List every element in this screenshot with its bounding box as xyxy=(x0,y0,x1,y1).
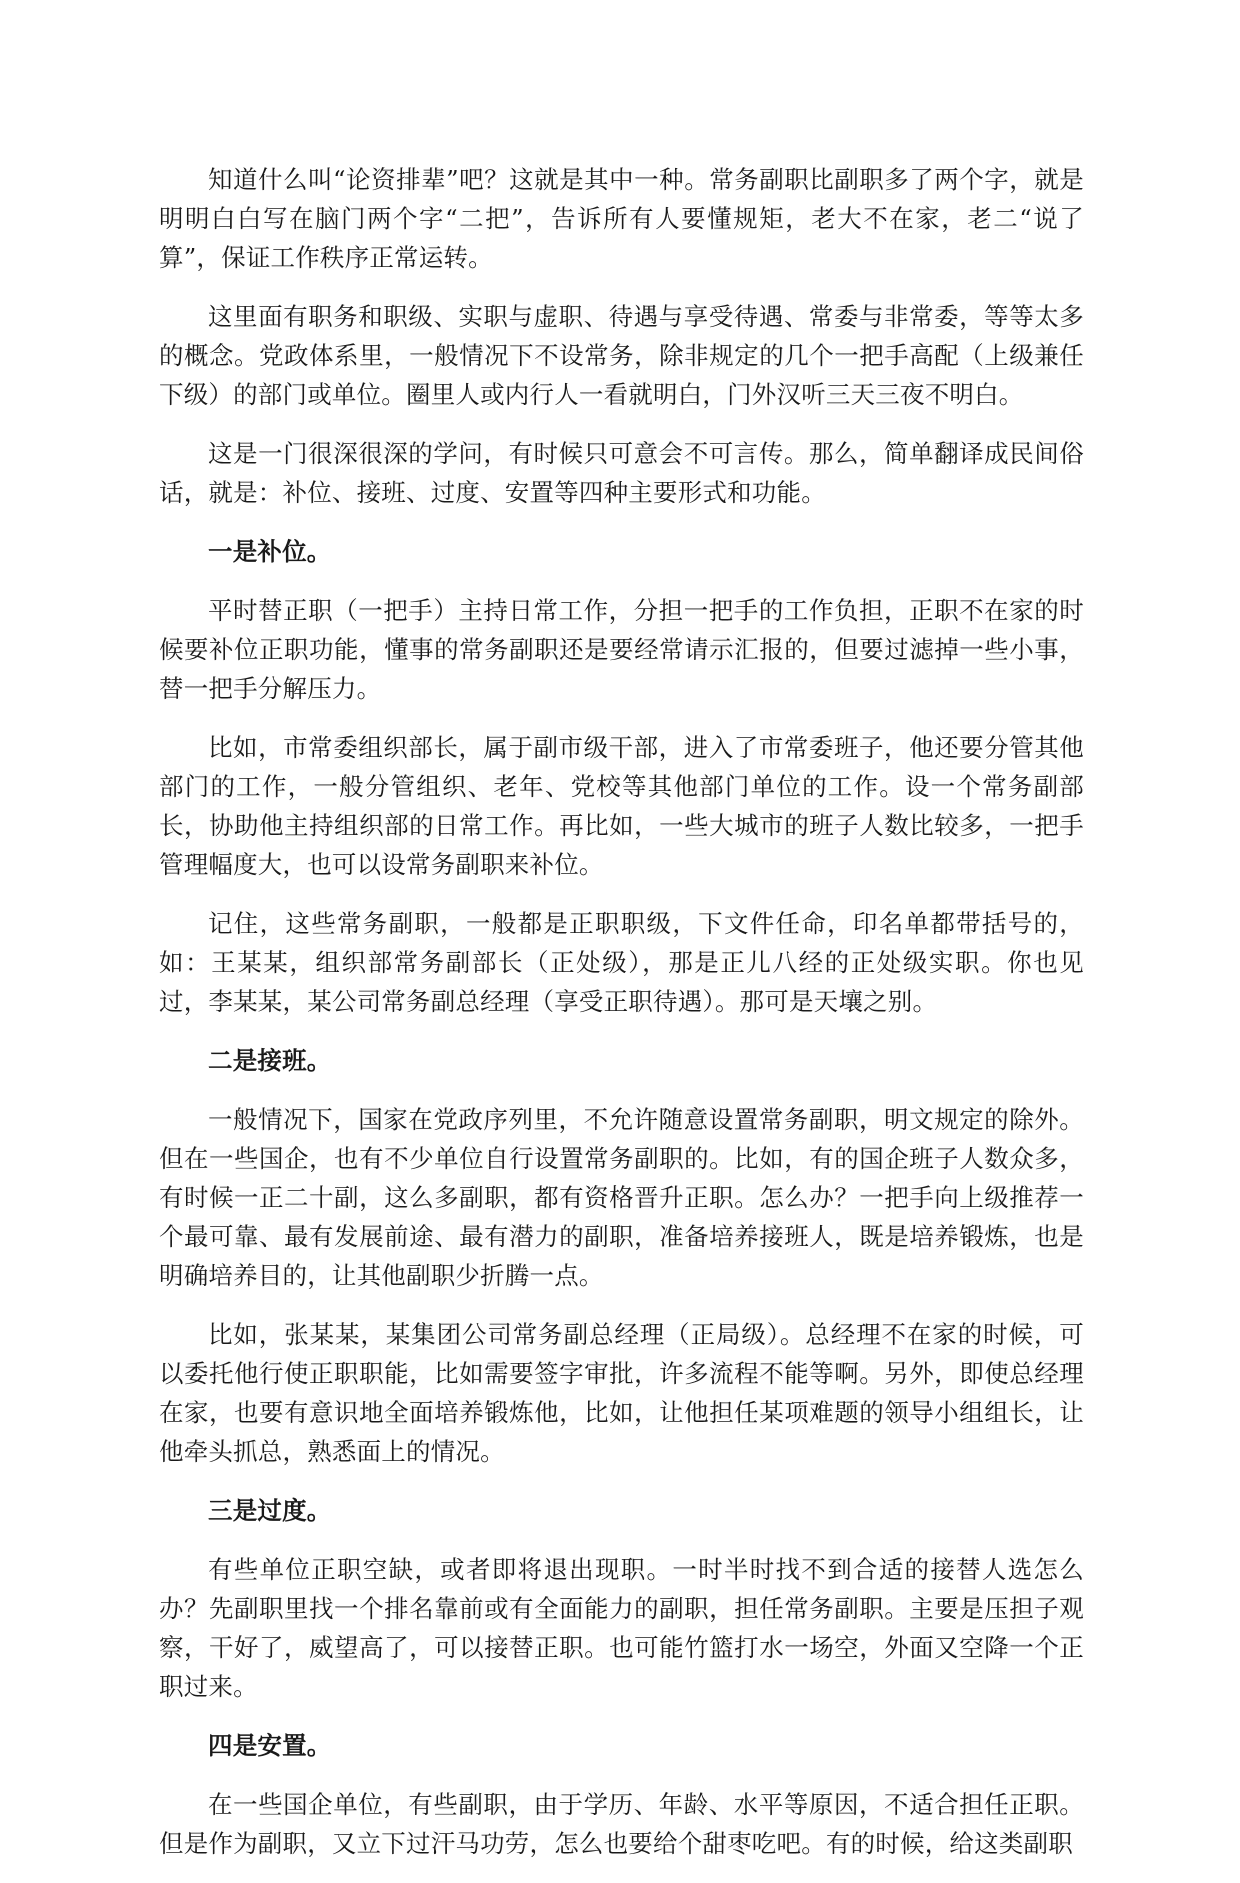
paragraph-section-3-a: 有些单位正职空缺，或者即将退出现职。一时半时找不到合适的接替人选怎么办？先副职里找一个排名靠前或有全面能力的副职，担任常务副职。主要是压担子观察，干好了，威望高了，可以接替正职。也可能竹篮打水一场空，外面又空降一个正职过来。 xyxy=(159,1555,1084,1701)
paragraph-section-1-c: 记住，这些常务副职，一般都是正职职级，下文件任命，印名单都带括号的，如：王某某，组织部常务副部长（正处级），那是正儿八经的正处级实职。你也见过，李某某，某公司常务副总经理（享受正职待遇）。那可是天壤之别。 xyxy=(159,909,1084,1016)
heading-section-2: 二是接班。 xyxy=(208,1046,332,1075)
paragraph-section-1-a: 平时替正职（一把手）主持日常工作，分担一把手的工作负担，正职不在家的时候要补位正职功能，懂事的常务副职还是要经常请示汇报的，但要过滤掉一些小事，替一把手分解压力。 xyxy=(159,596,1084,703)
paragraph-section-1-b: 比如，市常委组织部长，属于副市级干部，进入了市常委班子，他还要分管其他部门的工作，一般分管组织、老年、党校等其他部门单位的工作。设一个常务副部长，协助他主持组织部的日常工作。再比如，一些大城市的班子人数比较多，一把手管理幅度大，也可以设常务副职来补位。 xyxy=(159,733,1084,879)
paragraph-four-forms: 这是一门很深很深的学问，有时候只可意会不可言传。那么，简单翻译成民间俗话，就是：补位、接班、过度、安置等四种主要形式和功能。 xyxy=(159,439,1084,507)
paragraph-concepts: 这里面有职务和职级、实职与虚职、待遇与享受待遇、常委与非常委，等等太多的概念。党政体系里，一般情况下不设常务，除非规定的几个一把手高配（上级兼任下级）的部门或单位。圈里人或内行人一看就明白，门外汉听三天三夜不明白。 xyxy=(159,302,1084,409)
paragraph-section-2-a: 一般情况下，国家在党政序列里，不允许随意设置常务副职，明文规定的除外。但在一些国企，也有不少单位自行设置常务副职的。比如，有的国企班子人数众多，有时候一正二十副，这么多副职，都有资格晋升正职。怎么办？一把手向上级推荐一个最可靠、最有发展前途、最有潜力的副职，准备培养接班人，既是培养锻炼，也是明确培养目的，让其他副职少折腾一点。 xyxy=(159,1105,1084,1290)
paragraph-section-4-a: 在一些国企单位，有些副职，由于学历、年龄、水平等原因，不适合担任正职。但是作为副职，又立下过汗马功劳，怎么也要给个甜枣吃吧。有的时候，给这类副职 xyxy=(159,1790,1084,1858)
heading-section-3: 三是过度。 xyxy=(208,1496,332,1525)
document-body xyxy=(159,160,1084,1883)
paragraph-section-2-b: 比如，张某某，某集团公司常务副总经理（正局级）。总经理不在家的时候，可以委托他行使正职职能，比如需要签字审批，许多流程不能等啊。另外，即使总经理在家，也要有意识地全面培养锻炼他，比如，让他担任某项难题的领导小组组长，让他牵头抓总，熟悉面上的情况。 xyxy=(159,1320,1084,1466)
heading-section-4: 四是安置。 xyxy=(208,1731,332,1760)
heading-section-1: 一是补位。 xyxy=(208,537,332,566)
paragraph-intro: 知道什么叫“论资排辈”吧？这就是其中一种。常务副职比副职多了两个字，就是明明白白写在脑门两个字“二把”，告诉所有人要懂规矩，老大不在家，老二“说了算”，保证工作秩序正常运转。 xyxy=(159,165,1084,272)
